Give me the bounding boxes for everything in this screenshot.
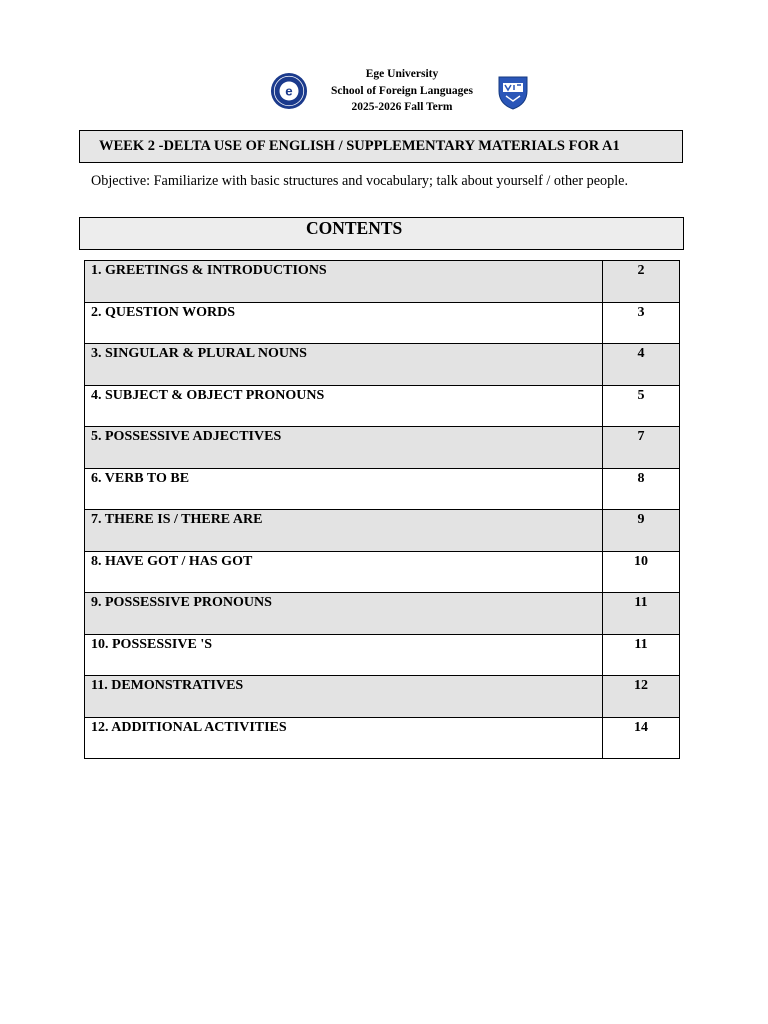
toc-page: 9 <box>603 510 680 552</box>
institution-line: Ege University <box>365 68 439 80</box>
toc-title: 2. QUESTION WORDS <box>85 302 603 344</box>
toc-row <box>85 468 680 510</box>
objective-text: Objective: Familiarize with basic structures and vocabulary; talk about yourself / other people. <box>91 173 628 189</box>
toc-row <box>85 261 680 303</box>
institution-line: 2025-2026 Fall Term <box>351 101 453 113</box>
toc-title: 9. POSSESSIVE PRONOUNS <box>85 593 603 635</box>
toc-title: 8. HAVE GOT / HAS GOT <box>85 551 603 593</box>
toc-page: 4 <box>603 344 680 386</box>
toc-page: 14 <box>603 717 680 759</box>
toc-row <box>85 717 680 759</box>
institution-block <box>310 66 494 116</box>
toc-row <box>85 593 680 635</box>
toc-row <box>85 634 680 676</box>
toc-title: 3. SINGULAR & PLURAL NOUNS <box>85 344 603 386</box>
ege-university-logo <box>270 72 308 110</box>
week-title-box <box>79 130 683 163</box>
toc-title: 6. VERB TO BE <box>85 468 603 510</box>
toc-page: 11 <box>603 634 680 676</box>
contents-title: CONTENTS <box>306 218 403 238</box>
toc-page: 10 <box>603 551 680 593</box>
table-of-contents <box>84 260 680 759</box>
toc-page: 3 <box>603 302 680 344</box>
toc-title: 7. THERE IS / THERE ARE <box>85 510 603 552</box>
toc-page: 11 <box>603 593 680 635</box>
toc-page: 7 <box>603 427 680 469</box>
toc-page: 5 <box>603 385 680 427</box>
toc-page: 12 <box>603 676 680 718</box>
toc-row <box>85 302 680 344</box>
toc-row <box>85 676 680 718</box>
toc-title: 5. POSSESSIVE ADJECTIVES <box>85 427 603 469</box>
toc-row <box>85 344 680 386</box>
week-title: WEEK 2 -DELTA USE OF ENGLISH / SUPPLEMENTARY MATERIALS FOR A1 <box>99 138 620 154</box>
toc-title: 1. GREETINGS & INTRODUCTIONS <box>85 261 603 303</box>
toc-page: 8 <box>603 468 680 510</box>
toc-page: 2 <box>603 261 680 303</box>
toc-title: 11. DEMONSTRATIVES <box>85 676 603 718</box>
toc-row <box>85 510 680 552</box>
document-header <box>270 64 532 116</box>
toc-row <box>85 385 680 427</box>
contents-header-box <box>79 217 684 250</box>
school-shield-logo <box>496 74 530 110</box>
toc-title: 10. POSSESSIVE 'S <box>85 634 603 676</box>
toc-title: 4. SUBJECT & OBJECT PRONOUNS <box>85 385 603 427</box>
toc-title: 12. ADDITIONAL ACTIVITIES <box>85 717 603 759</box>
institution-line: School of Foreign Languages <box>331 84 473 97</box>
logo-letter: e <box>285 83 293 99</box>
toc-row <box>85 427 680 469</box>
toc-row <box>85 551 680 593</box>
